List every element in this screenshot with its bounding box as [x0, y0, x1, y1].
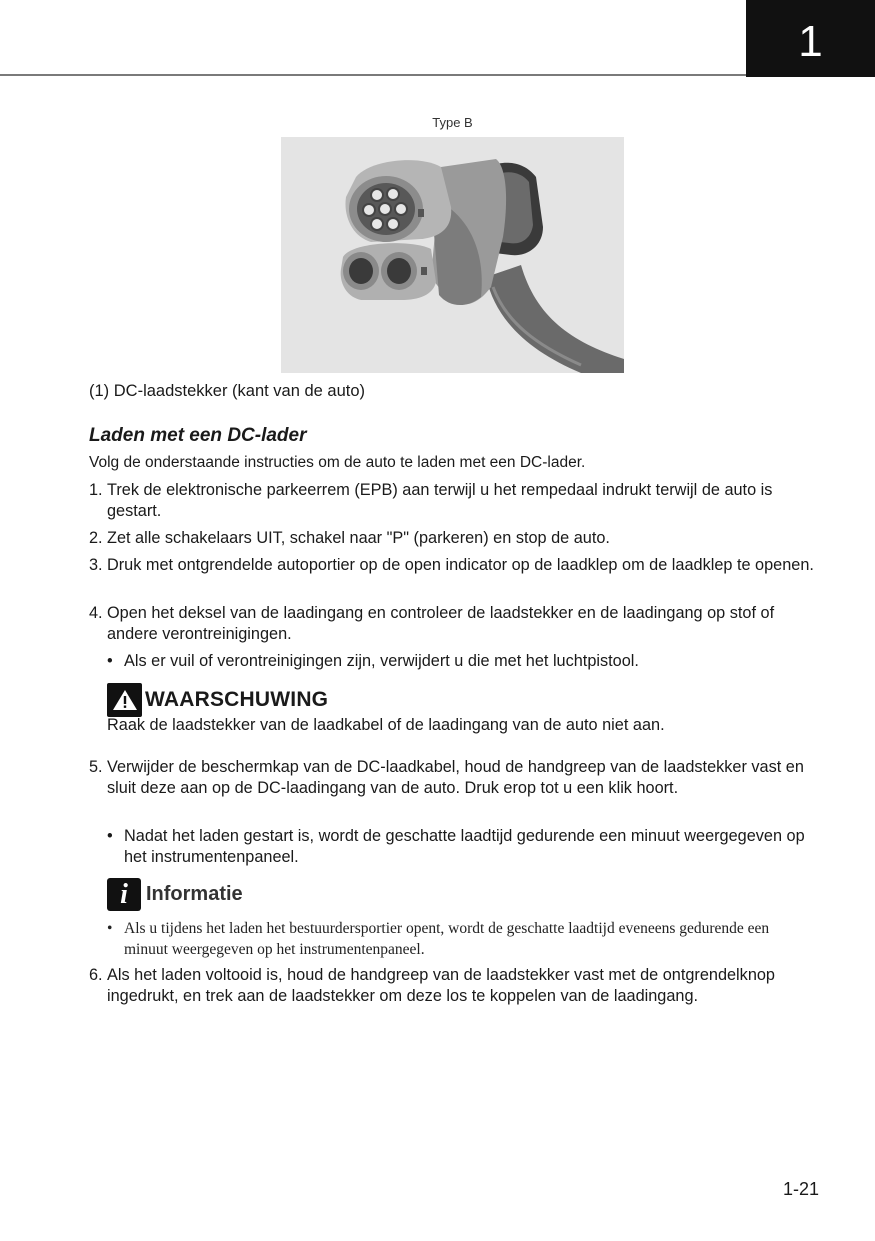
- step-4-bullet: [107, 651, 807, 672]
- step-1: [89, 480, 819, 522]
- step-3: [89, 555, 819, 576]
- bullet-dot: •: [107, 652, 113, 670]
- warning-title: WAARSCHUWING: [145, 688, 329, 711]
- chapter-tab: 1: [746, 0, 875, 77]
- step-text: Zet alle schakelaars UIT, schakel naar "P" (parkeren) en stop de auto.: [107, 529, 610, 547]
- bullet-dot: •: [107, 827, 113, 845]
- step-text: Als het laden voltooid is, houd de handgreep van de laadstekker vast met de ontgrendelknop ingedrukt, en trek aan de laadstekker om deze los te koppelen van de laadingang.: [107, 966, 775, 1005]
- step-number: 4.: [89, 604, 103, 622]
- step-number: 6.: [89, 966, 103, 984]
- warning-header: [107, 683, 328, 717]
- step-number: 3.: [89, 556, 103, 574]
- step-4: [89, 603, 819, 645]
- info-text: Als u tijdens het laden het bestuurdersportier opent, wordt de geschatte laadtijd eveneens gedurende een minuut weergegeven op het instrumentenpaneel.: [124, 920, 770, 958]
- bullet-text: Nadat het laden gestart is, wordt de geschatte laadtijd gedurende een minuut weergegeven op het instrumentenpaneel.: [124, 827, 805, 866]
- info-bullet: [107, 918, 807, 960]
- info-title: Informatie: [146, 883, 243, 905]
- info-icon: i: [107, 878, 141, 911]
- bullet-text: Als er vuil of verontreinigingen zijn, verwijdert u die met het luchtpistool.: [124, 652, 639, 670]
- step-5-bullet: [107, 826, 807, 868]
- step-number: 2.: [89, 529, 103, 547]
- step-text: Open het deksel van de laadingang en controleer de laadstekker en de laadingang op stof of andere verontreinigingen.: [107, 604, 775, 643]
- warning-triangle-icon: [107, 683, 142, 717]
- step-text: Druk met ontgrendelde autoportier op de open indicator op de laadklep om de laadklep te openen.: [107, 556, 814, 574]
- step-text: Trek de elektronische parkeerrem (EPB) aan terwijl u het rempedaal indrukt terwijl de auto is gestart.: [107, 481, 773, 520]
- figure-label: (1) DC-laadstekker (kant van de auto): [89, 382, 366, 400]
- header-rule: [0, 74, 747, 76]
- step-2: [89, 528, 819, 549]
- info-header: [107, 878, 243, 911]
- bullet-dot: •: [107, 920, 113, 937]
- page-number: 1-21: [783, 1179, 820, 1199]
- step-number: 5.: [89, 758, 103, 776]
- step-6: [89, 965, 819, 1007]
- section-title: Laden met een DC-lader: [89, 425, 307, 446]
- dc-connector-photo: [281, 137, 624, 373]
- step-number: 1.: [89, 481, 103, 499]
- step-text: Verwijder de beschermkap van de DC-laadkabel, houd de handgreep van de laadstekker vast en sluit deze aan op de DC-laadingang van de auto. Druk erop tot u een klik hoort.: [107, 758, 804, 797]
- section-intro: Volg de onderstaande instructies om de auto te laden met een DC-lader.: [89, 454, 586, 471]
- step-5: [89, 757, 819, 799]
- image-caption: Type B: [432, 115, 473, 130]
- dc-connector-illustration: [281, 137, 624, 373]
- warning-text: Raak de laadstekker van de laadkabel of de laadingang van de auto niet aan.: [107, 716, 665, 734]
